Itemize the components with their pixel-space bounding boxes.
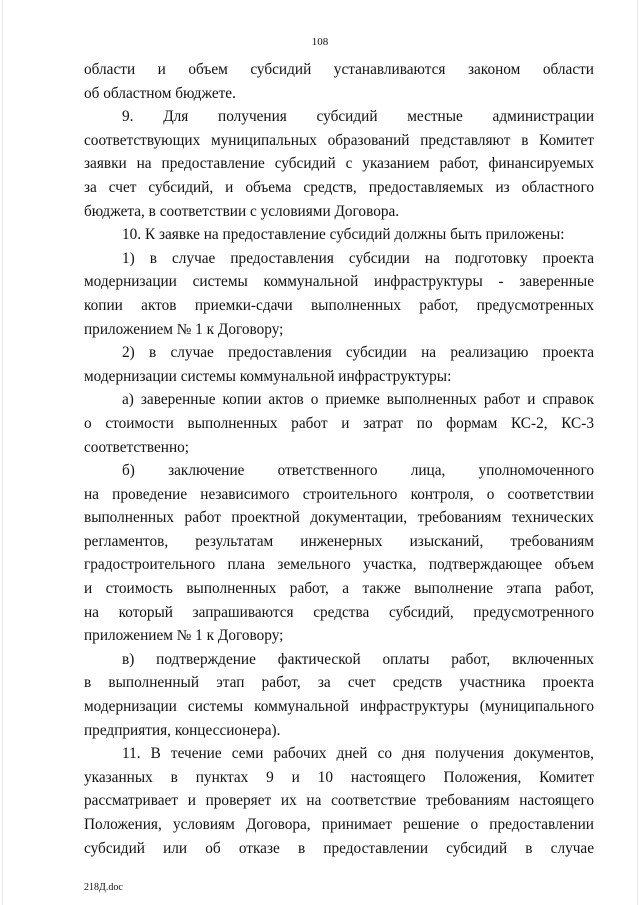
text-line: заявки на предоставление субсидий с указанием работ, финансируемых: [84, 155, 594, 173]
text-line: 10. К заявке на предоставление субсидий должны быть приложены:: [122, 226, 565, 244]
text-line: приложением № 1 к Договору;: [84, 320, 284, 338]
text-line: об областном бюджете.: [84, 84, 236, 102]
text-line: и стоимость выполненных работ, а также выполнение этапа работ,: [84, 580, 594, 598]
text-line: за счет субсидий, и объема средств, предоставляемых из областного: [84, 178, 594, 196]
text-line: приложением № 1 к Договору;: [84, 627, 284, 645]
text-line: соответственно;: [84, 438, 190, 456]
text-line: области и объем субсидий устанавливаются законом области: [84, 61, 594, 78]
page-number: 108: [311, 36, 329, 48]
text-line: модернизации системы коммунальной инфраструктуры - заверенные: [84, 273, 594, 291]
text-line: рассматривает и проверяет их на соответствие требованиям настоящего: [84, 792, 594, 810]
text-line: 2) в случае предоставления субсидии на реализацию проекта: [122, 344, 594, 362]
text-line: соответствующих муниципальных образований представляют в Комитет: [84, 131, 594, 149]
scan-edge-right: [637, 0, 638, 905]
text-line: Положения, условиям Договора, принимает решение о предоставлении: [84, 816, 594, 833]
text-line: модернизации системы коммунальной инфраструктуры (муниципального: [84, 698, 594, 716]
footer-filename: 218Д.doc: [84, 882, 123, 893]
text-line: модернизации системы коммунальной инфраструктуры:: [84, 367, 452, 385]
text-line: градостроительного плана земельного участка, подтверждающее объем: [84, 556, 594, 574]
text-line: в выполненный этап работ, за счет средств участника проекта: [84, 674, 594, 692]
text-line: а) заверенные копии актов о приемке выполненных работ и справок: [122, 391, 594, 409]
text-line: на который запрашиваются средства субсидий, предусмотренного: [84, 603, 594, 621]
text-line: на проведение независимого строительного контроля, о соответствии: [84, 485, 594, 503]
text-line: бюджета, в соответствии с условиями Договора.: [84, 202, 400, 220]
text-line: 1) в случае предоставления субсидии на подготовку проекта: [122, 249, 594, 267]
text-line: субсидий или об отказе в предоставлении субсидий в случае: [84, 839, 594, 857]
scan-edge-left: [2, 0, 3, 905]
text-line: б) заключение ответственного лица, уполномоченного: [122, 462, 594, 480]
text-line: в) подтверждение фактической оплаты работ, включенных: [122, 650, 594, 668]
text-line: выполненных работ проектной документации, требованиям технических: [84, 509, 594, 527]
text-line: о стоимости выполненных работ и затрат по формам КС-2, КС-3: [84, 414, 594, 432]
text-line: 9. Для получения субсидий местные администрации: [122, 108, 594, 126]
document-body: [84, 58, 594, 860]
text-line: указанных в пунктах 9 и 10 настоящего Положения, Комитет: [84, 768, 594, 786]
text-line: копии актов приемки-сдачи выполненных работ, предусмотренных: [84, 296, 594, 314]
text-line: 11. В течение семи рабочих дней со дня получения документов,: [122, 745, 594, 763]
text-line: регламентов, результатам инженерных изысканий, требованиям: [84, 532, 594, 550]
text-line: предприятия, концессионера).: [84, 721, 281, 739]
